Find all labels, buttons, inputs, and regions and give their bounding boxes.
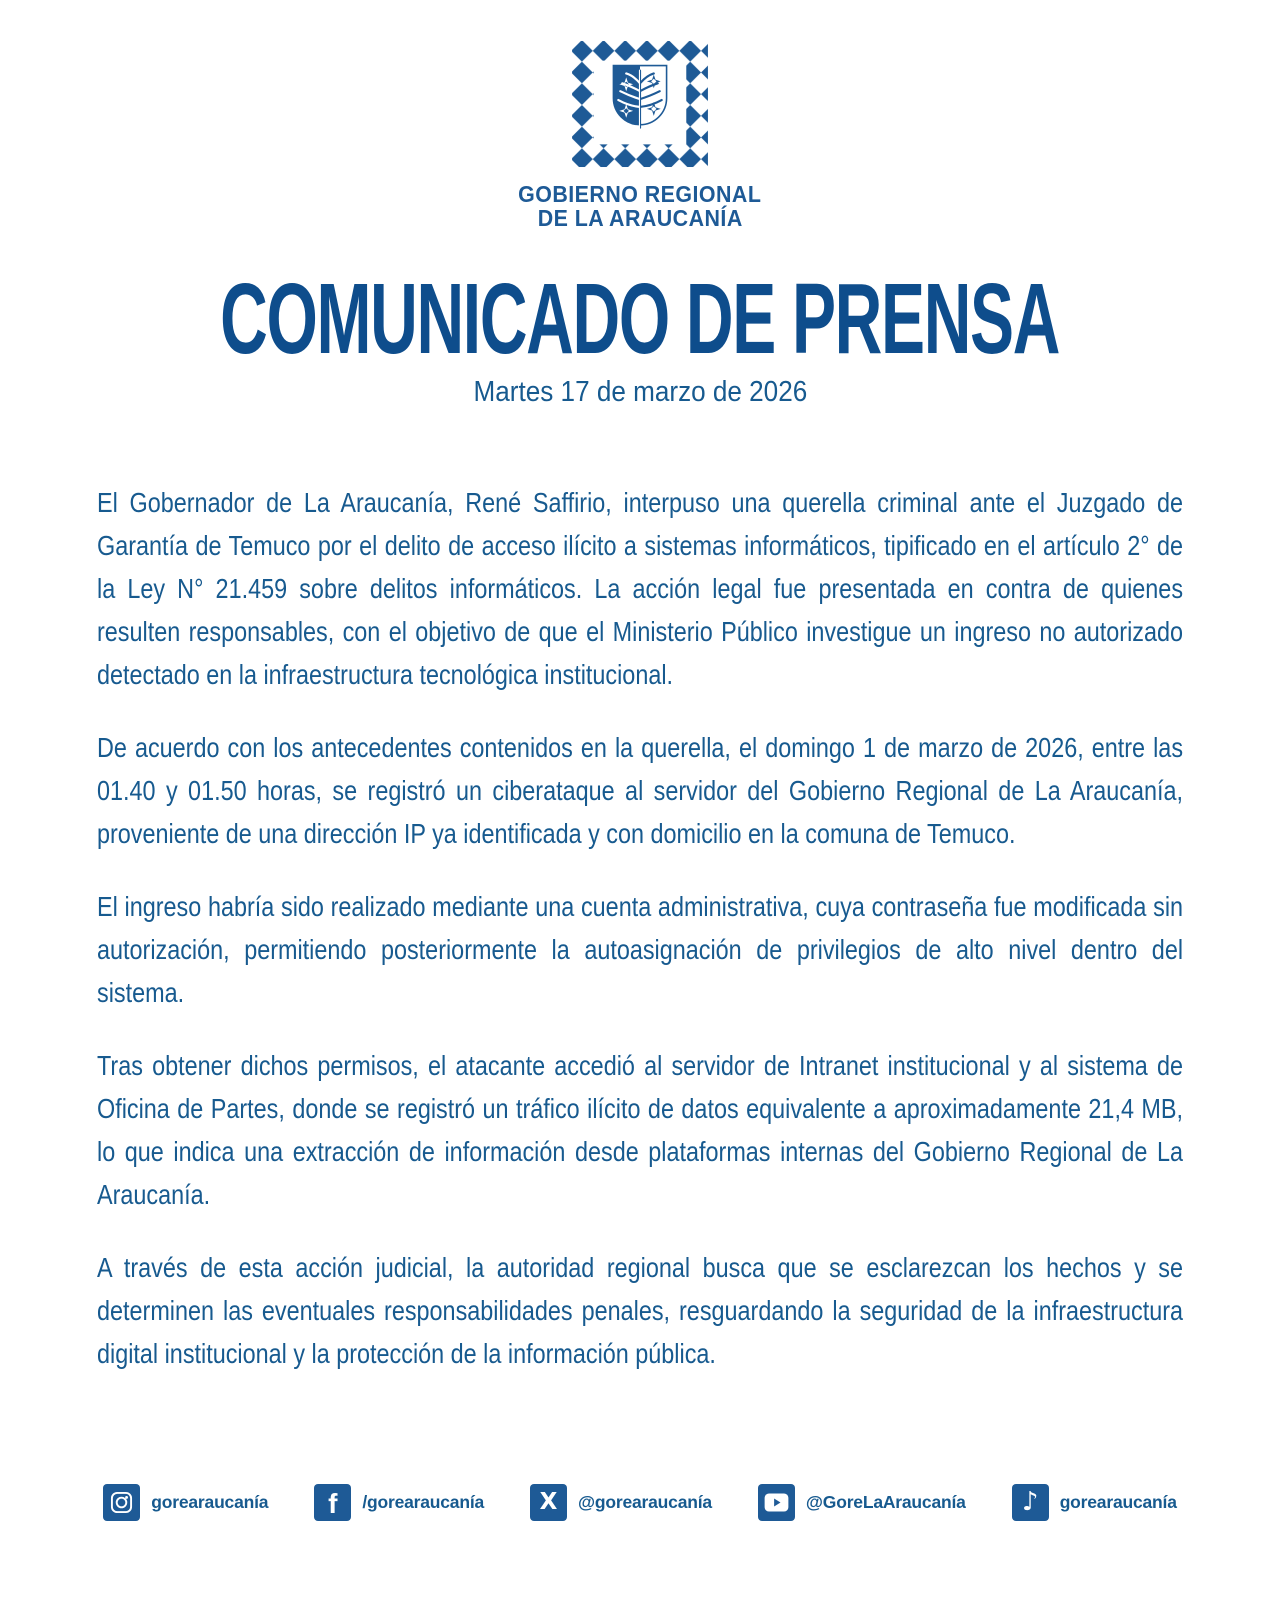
- x-icon: X: [530, 1484, 567, 1521]
- org-logo: [571, 40, 709, 168]
- facebook-handle: /gorearaucanía: [362, 1492, 485, 1512]
- header-brand: [0, 0, 1280, 230]
- instagram-icon: [103, 1484, 140, 1521]
- social-item-youtube: [758, 1484, 966, 1521]
- page-title: COMUNICADO DE PRENSA: [220, 263, 1060, 375]
- araucania-emblem-icon: [571, 40, 709, 168]
- instagram-handle: gorearaucanía: [151, 1492, 269, 1512]
- press-paragraph-5: A través de esta acción judicial, la autoridad regional busca que se esclarezcan los hechos y se determinen las eventuales responsabilidades penales, resguardando la seguridad de la infraestructura digital institucional y la protección de la información pública.: [97, 1252, 1184, 1369]
- org-name: [0, 182, 1280, 230]
- facebook-icon: f: [314, 1484, 351, 1521]
- social-footer: [0, 1484, 1280, 1521]
- tiktok-handle: gorearaucanía: [1059, 1492, 1177, 1512]
- social-item-tiktok: [1012, 1484, 1177, 1521]
- org-name-line2: DE LA ARAUCANÍA: [537, 205, 743, 231]
- youtube-handle: @GoreLaAraucanía: [805, 1492, 966, 1512]
- social-item-x: [530, 1484, 712, 1521]
- press-paragraph-4: Tras obtener dichos permisos, el atacante accedió al servidor de Intranet institucional y al sistema de Oficina de Partes, donde se registró un tráfico ilícito de datos equivalente a aproximadamente 21,4 MB, lo que indica una extracción de información desde plataformas internas del Gobierno Regional de La Araucanía.: [97, 1050, 1184, 1210]
- org-name-line1: GOBIERNO REGIONAL: [518, 181, 762, 207]
- social-item-facebook: [314, 1484, 484, 1521]
- tiktok-icon: ♪: [1012, 1484, 1049, 1521]
- press-paragraph-1: El Gobernador de La Araucanía, René Saffirio, interpuso una querella criminal ante el Juzgado de Garantía de Temuco por el delito de acceso ilícito a sistemas informáticos, tipificado en el artículo 2° de la Ley N° 21.459 sobre delitos informáticos. La acción legal fue presentada en contra de quienes resulten responsables, con el objetivo de que el Ministerio Público investigue un ingreso no autorizado detectado en la infraestructura tecnológica institucional.: [97, 487, 1184, 690]
- social-item-instagram: [103, 1484, 268, 1521]
- youtube-icon: [758, 1484, 795, 1521]
- press-paragraph-2: De acuerdo con los antecedentes contenidos en la querella, el domingo 1 de marzo de 2026, entre las 01.40 y 01.50 horas, se registró un ciberataque al servidor del Gobierno Regional de La Araucanía, proveniente de una dirección IP ya identificada y con domicilio en la comuna de Temuco.: [97, 732, 1184, 849]
- body-content: [97, 481, 1183, 1375]
- date-line: Martes 17 de marzo de 2026: [473, 376, 807, 408]
- press-paragraph-3: El ingreso habría sido realizado mediante una cuenta administrativa, cuya contraseña fue modificada sin autorización, permitiendo posteriormente la autoasignación de privilegios de alto nivel dentro del sistema.: [97, 891, 1184, 1008]
- x-handle: @gorearaucanía: [578, 1492, 712, 1512]
